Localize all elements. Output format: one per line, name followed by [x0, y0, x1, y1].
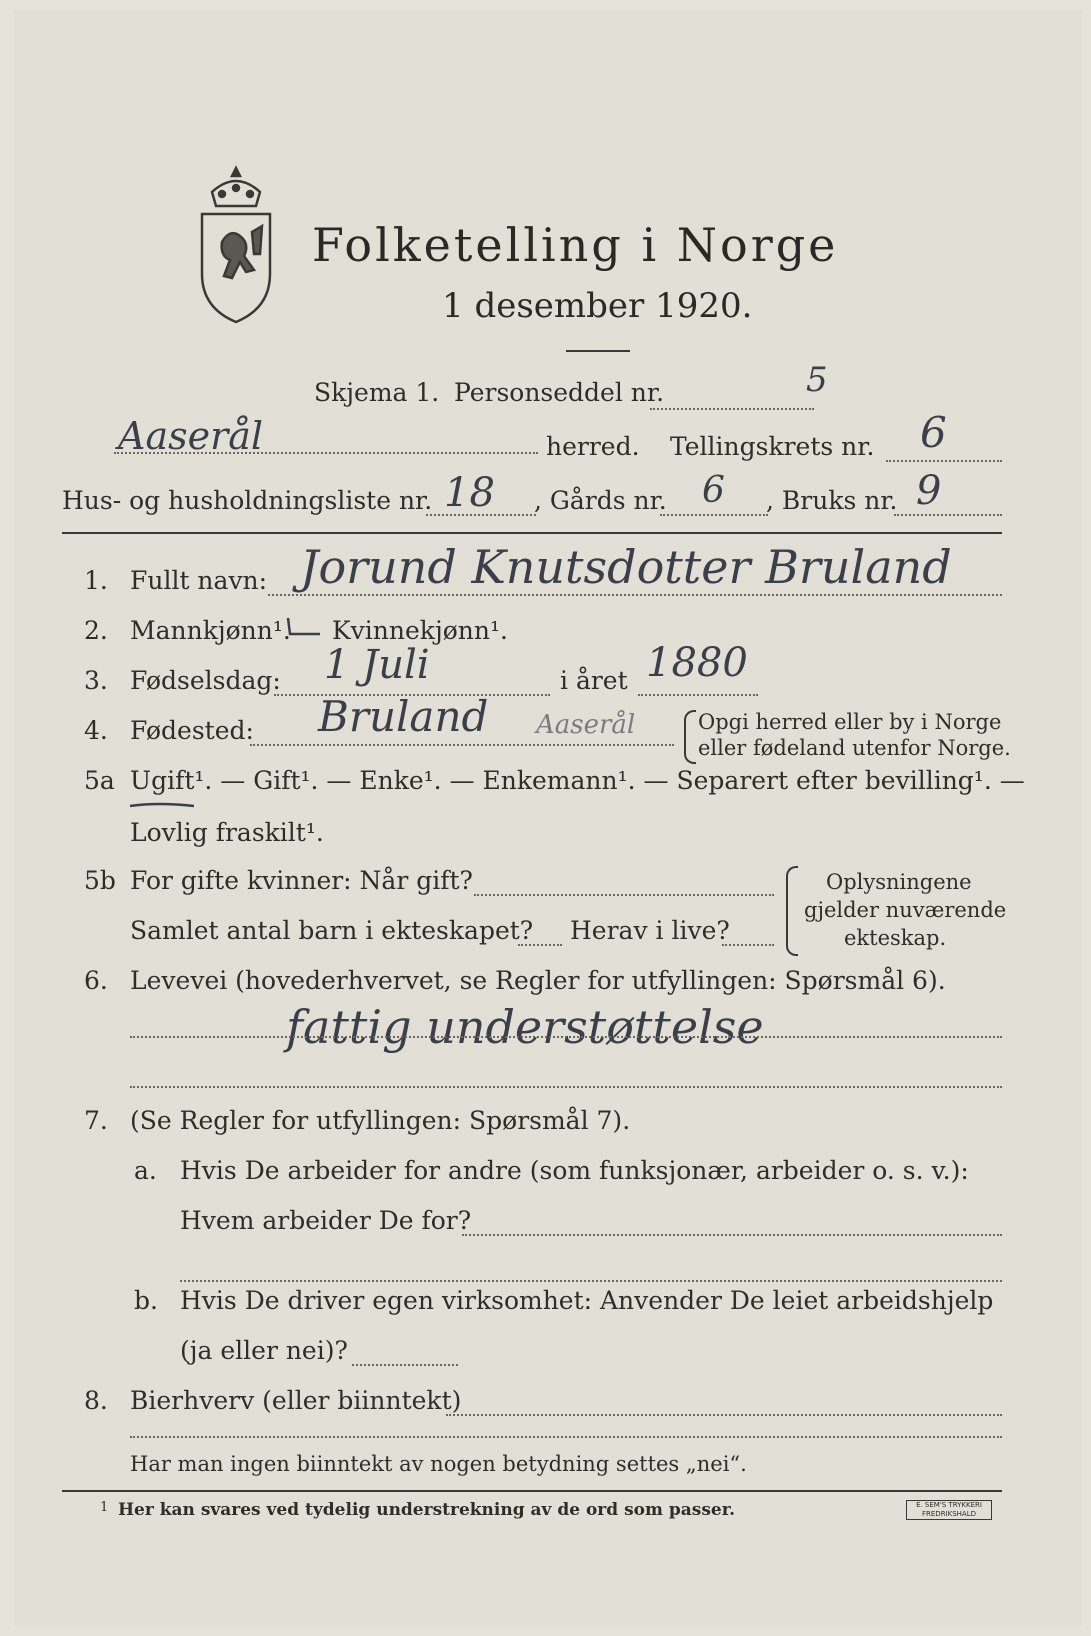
q4-value-secondary: Aaserål [536, 710, 636, 740]
q6-line1 [130, 1036, 1002, 1038]
q5a-number: 5a [84, 766, 115, 795]
tellingskrets-line [886, 460, 1002, 462]
herred-line [114, 452, 538, 454]
q3-label: Fødselsdag: [130, 666, 281, 695]
q1-line [268, 594, 1002, 596]
q3-value: 1 Juli [324, 642, 430, 688]
personseddel-line [650, 408, 814, 410]
footnote-text: Her kan svares ved tydelig understrekning av de ord som passer. [118, 1500, 736, 1520]
q5a-options: Ugift¹. — Gift¹. — Enke¹. — Enkemann¹. — Separert efter bevilling¹. — [130, 766, 1025, 795]
q5b-children-total: Samlet antal barn i ekteskapet? [130, 916, 534, 945]
q6-label: Levevei (hovederhvervet, se Regler for utfyllingen: Spørsmål 6). [130, 966, 946, 995]
q2-number: 2. [84, 616, 108, 645]
personseddel-label: Personseddel nr. [454, 378, 665, 407]
q7b-line [352, 1364, 458, 1366]
q8-label: Bierhverv (eller biinntekt) [130, 1386, 462, 1415]
handwritten-dash-mark [284, 616, 324, 638]
q6-value: fattig understøttelse [286, 1000, 764, 1054]
q6-number: 6. [84, 966, 108, 995]
tellingskrets-label: Tellingskrets nr. [670, 432, 875, 461]
bruks-value: 9 [916, 468, 942, 514]
q3-year-value: 1880 [646, 640, 748, 686]
bruks-label: , Bruks nr. [766, 486, 898, 515]
footnote-mark: 1 [100, 1500, 109, 1515]
q5b-note3: ekteskap. [844, 926, 947, 950]
q1-label: Fullt navn: [130, 566, 268, 595]
q5b-note-brace [786, 866, 798, 956]
q2-male: Mannkjønn¹. [130, 616, 291, 645]
q4-line [250, 744, 674, 746]
q5b-note1: Oplysningene [826, 870, 972, 894]
q2-female: Kvinnekjønn¹. [332, 616, 508, 645]
title-divider [566, 350, 630, 352]
q8-note: Har man ingen biinntekt av nogen betydning settes „nei“. [130, 1452, 747, 1476]
herred-label: herred. [546, 432, 640, 461]
q5b-children-alive: Herav i live? [570, 916, 730, 945]
skjema-label: Skjema 1. [314, 378, 440, 407]
hus-value: 18 [444, 470, 495, 516]
form-title: Folketelling i Norge [312, 218, 839, 272]
q5b-married-when: For gifte kvinner: Når gift? [130, 866, 473, 895]
q4-note-line2: eller fødeland utenfor Norge. [698, 736, 1011, 760]
gards-value: 6 [702, 470, 725, 511]
ugift-underline-mark [128, 800, 198, 810]
q8-line2 [130, 1436, 1002, 1438]
q1-number: 1. [84, 566, 108, 595]
q7a-letter: a. [134, 1156, 157, 1185]
q5a-options-line2: Lovlig fraskilt¹. [130, 818, 324, 847]
form-date: 1 desember 1920. [442, 286, 753, 326]
q7-label: (Se Regler for utfyllingen: Spørsmål 7). [130, 1106, 631, 1135]
q4-label: Fødested: [130, 716, 254, 745]
q3-year-line [638, 694, 758, 696]
q7b-answer-label: (ja eller nei)? [180, 1336, 348, 1365]
herred-value: Aaserål [118, 414, 264, 458]
q4-note-brace [684, 710, 696, 764]
norwegian-coat-of-arms-icon [192, 162, 280, 326]
q7a-line1 [462, 1234, 1002, 1236]
bruks-line [894, 514, 1002, 516]
census-form [14, 10, 1082, 1626]
q7b-letter: b. [134, 1286, 158, 1315]
gards-label: , Gårds nr. [534, 486, 667, 515]
q7a-line2 [180, 1280, 1002, 1282]
q4-number: 4. [84, 716, 108, 745]
personseddel-value: 5 [806, 360, 828, 400]
q7-number: 7. [84, 1106, 108, 1135]
q4-value: Bruland [318, 692, 489, 741]
footer-divider [62, 1490, 1002, 1492]
q7a-employer: Hvem arbeider De for? [180, 1206, 472, 1235]
tellingskrets-value: 6 [920, 408, 947, 457]
q3-number: 3. [84, 666, 108, 695]
q5b-line1 [474, 894, 774, 896]
q3-year-label: i året [560, 666, 628, 695]
header-divider [62, 532, 1002, 534]
printer-stamp: E. SEM'S TRYKKERI FREDRIKSHALD [906, 1500, 992, 1520]
q5b-note2: gjelder nuværende [804, 898, 1007, 922]
q7a-question: Hvis De arbeider for andre (som funksjonær, arbeider o. s. v.): [180, 1156, 969, 1185]
q1-value: Jorund Knutsdotter Bruland [300, 540, 952, 594]
q4-note-line1: Opgi herred eller by i Norge [698, 710, 1002, 734]
q8-line1 [446, 1414, 1002, 1416]
gards-line [660, 514, 768, 516]
q5b-number: 5b [84, 866, 116, 895]
q7b-question: Hvis De driver egen virksomhet: Anvender De leiet arbeidshjelp [180, 1286, 994, 1315]
q6-line2 [130, 1086, 1002, 1088]
q8-number: 8. [84, 1386, 108, 1415]
q5b-line2a [518, 944, 562, 946]
q5b-line2b [722, 944, 774, 946]
hus-label: Hus- og husholdningsliste nr. [62, 486, 433, 515]
